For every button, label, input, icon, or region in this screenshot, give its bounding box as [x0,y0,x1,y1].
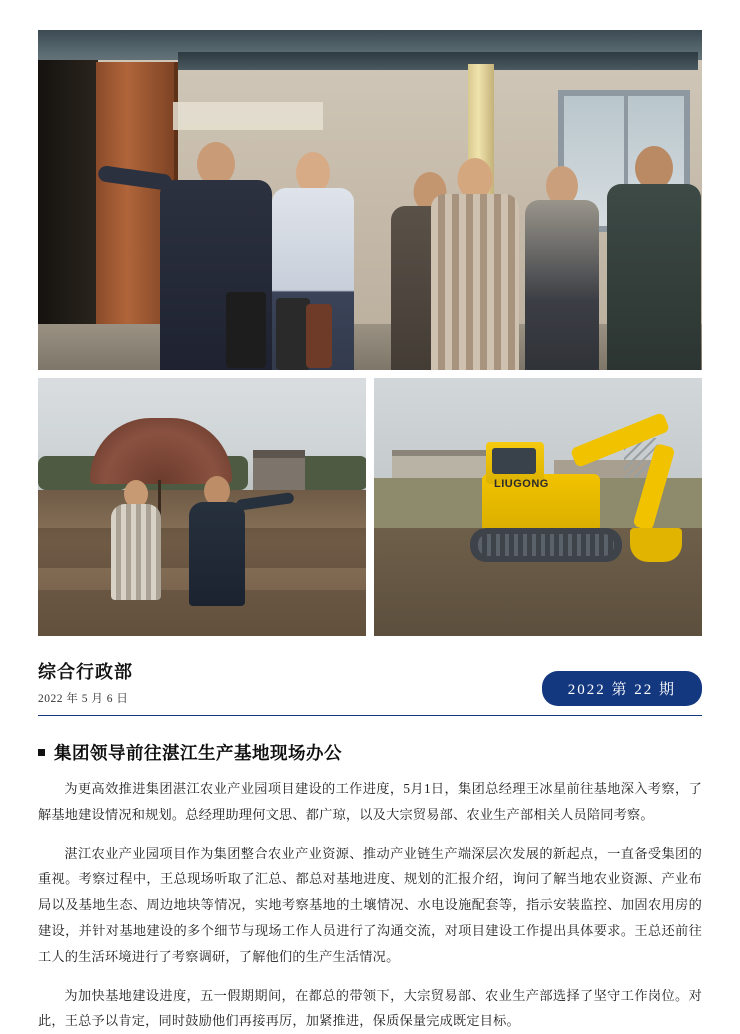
square-bullet-icon [38,749,45,756]
person-figure [188,476,246,604]
excavator-window [492,448,536,474]
photo-group-site-visit-indoor [38,30,702,370]
person-figure [430,140,520,370]
article-headline [38,740,702,765]
person-figure [110,480,162,598]
headline-text: 集团领导前往湛江生产基地现场办公 [54,743,342,763]
excavator-brand-label: LIUGONG [494,478,549,490]
person-figure [606,132,702,370]
photo-row-bottom [38,378,702,636]
person-figure [524,144,600,370]
article-paragraph: 为加快基地建设进度，五一假期期间，在都总的带领下，大宗贸易部、农业生产部选择了坚守工作岗位。对此，王总予以肯定，同时鼓励他们再接再厉，加紧推进，保质保量完成既定目标。 [38,987,702,1029]
floor-region [38,324,702,370]
department-name: 综合行政部 [38,662,133,682]
masthead [38,658,702,706]
hanging-cloth [173,102,323,130]
article-paragraph: 湛江农业产业园项目作为集团整合农业产业资源、推动产业链生产端深层次发展的新起点，一直备受集团的重视。考察过程中，王总现场听取了汇总、都总对基地进度、规划的汇报介绍，询问了解当地农业资源、产业布局以及基地生态、周边地块等情况，实地考察基地的土壤情况、水电设施配套等，指示安装监控、加固农用房的建设，并针对基地建设的多个细节与现场工作人员进行了沟通交流，对项目建设工作提出具体要求。王总还前往工人的生活环境进行了考察调研，了解他们的生产生活情况。 [38,845,702,964]
issue-date: 2022 年 5 月 6 日 [38,693,129,705]
photo-two-men-umbrella-field [38,378,366,636]
tree-line [298,456,366,490]
folded-umbrella [306,304,332,368]
folded-umbrella [226,292,266,368]
folded-umbrella [276,298,310,370]
masthead-left [38,658,133,706]
excavator-track [470,528,622,562]
issue-badge: 2022 第 22 期 [542,671,702,706]
excavator-bucket [630,528,682,562]
beam-region [178,52,698,70]
photo-excavator-liugong [374,378,702,636]
masthead-divider [38,715,702,716]
article-paragraph: 为更高效推进集团湛江农业产业园项目建设的工作进度，5月1日，集团总经理王冰星前往基地深入考察，了解基地建设情况和规划。总经理助理何文思、都广琼，以及大宗贸易部、农业生产部相关人员陪同考察。 [38,781,702,822]
